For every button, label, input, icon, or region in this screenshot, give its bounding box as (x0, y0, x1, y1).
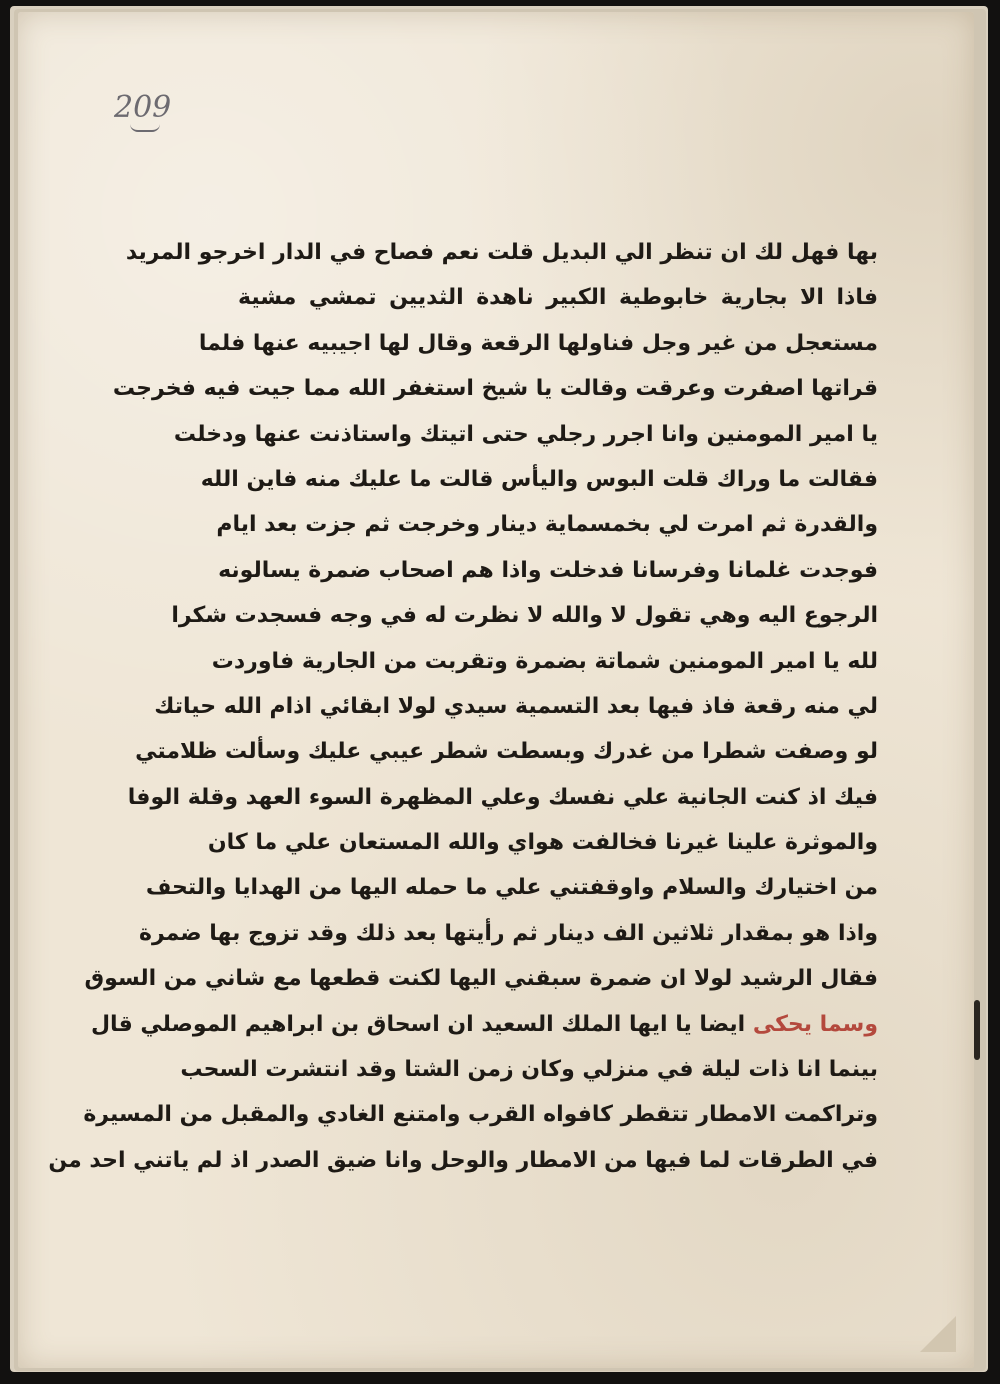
text-line-3: مستعجل من غير وجل فناولها الرقعة وقال لها اجيبيه عنها فلما (198, 330, 878, 356)
text-line-18-with-rubric (90, 1002, 878, 1047)
manuscript-page (18, 12, 974, 1368)
text-line-11: لي منه رقعة فاذ فيها بعد التسمية سيدي لولا ابقائي اذام الله حياتك (154, 693, 878, 719)
text-line-20: وتراكمت الامطار تتقطر كافواه القرب وامتنع الغادي والمقبل من المسيرة (83, 1102, 878, 1128)
text-line-17: فقال الرشيد لولا ان ضمرة سبقني اليها لكنت قطعها مع شاني من السوق (84, 966, 878, 992)
folio-number: 209 (114, 90, 172, 125)
text-line-13: فيك اذ كنت الجانية علي نفسك وعلي المظهرة السوء العهد وقلة الوفا (127, 784, 878, 810)
text-line-1: بها فهل لك ان تنظر الي البديل قلت نعم فصاح في الدار اخرجو المريد (125, 240, 878, 265)
text-line-15: من اختيارك والسلام واوقفتني علي ما حمله اليها من الهدايا والتحف (145, 875, 878, 901)
text-line-2: فاذا الا بجارية خابوطية الكبير ناهدة الثديين تمشي مشية (238, 285, 878, 311)
text-line-19: بينما انا ذات ليلة في منزلي وكان زمن الشتا وقد انتشرت السحب (180, 1057, 878, 1083)
text-line-16: واذا هو بمقدار ثلاثين الف دينار ثم رأيتها بعد ذلك وقد تزوج بها ضمرة (138, 920, 878, 946)
text-line-8: فوجدت غلمانا وفرسانا فدخلت واذا هم اصحاب ضمرة يسالونه (218, 557, 878, 583)
rubric: وسما يحكى (752, 1011, 878, 1037)
text-line-21: في الطرقات لما فيها من الامطار والوحل وانا ضيق الصدر اذ لم ياتني احد من (48, 1147, 878, 1173)
text-line-4: قراتها اصفرت وعرقت وقالت يا شيخ استغفر الله مما جيت فيه فخرجت (112, 376, 878, 402)
text-line-14: والموثرة علينا غيرنا فخالفت هواي والله المستعان علي ما كان (207, 830, 878, 856)
text-line-5: يا امير المومنين وانا اجرر رجلي حتى اتيتك واستاذنت عنها ودخلت (173, 421, 878, 447)
page-corner (920, 1316, 956, 1352)
text-line-9: الرجوع اليه وهي تقول لا والله لا نظرت له في وجه فسجدت شكرا (171, 603, 878, 629)
folio-underline (130, 124, 160, 132)
text-line-12: لو وصفت شطرا من غدرك وبسطت شطر عيبي عليك وسألت ظلامتي (135, 739, 878, 765)
text-block (48, 230, 878, 1183)
text-line-6: فقالت ما وراك قلت البوس واليأس قالت ما عليك منه فاين الله (200, 466, 878, 492)
text-line-10: لله يا امير المومنين شماتة بضمرة وتقربت من الجارية فاوردت (211, 648, 878, 674)
binding-thread (974, 1000, 980, 1060)
text-line-7: والقدرة ثم امرت لي بخمسماية دينار وخرجت ثم جزت بعد ايام (216, 512, 878, 538)
text-line-18-rest: ايضا يا ايها الملك السعيد ان اسحاق بن ابراهيم الموصلي قال (90, 1011, 746, 1037)
